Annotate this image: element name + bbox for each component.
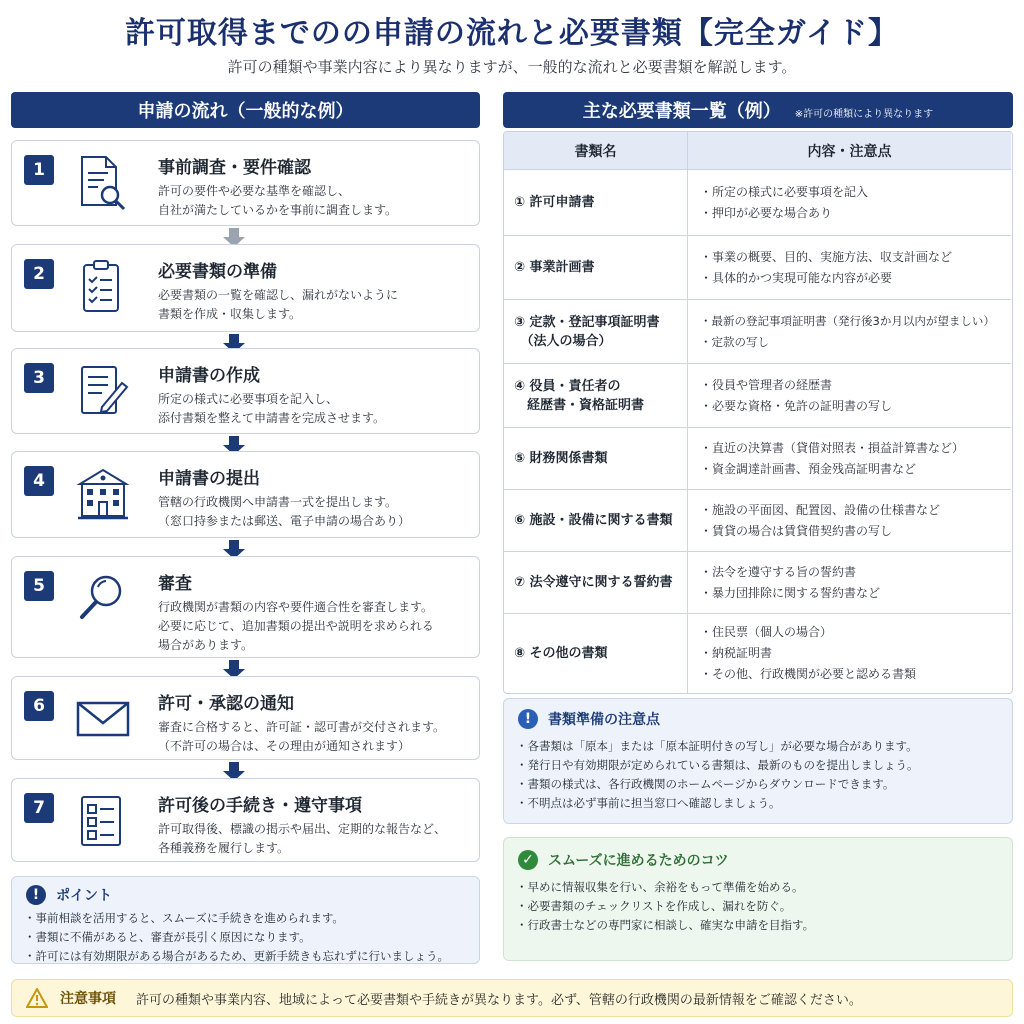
note-item: ・ 賃貸の場合は賃貸借契約書の写し xyxy=(700,521,1010,542)
list-item: ・ 書類に不備があると、審査が長引く原因になります。 xyxy=(24,928,449,947)
document-notes xyxy=(700,364,1010,427)
list-item: ・ 行政書士などの専門家に相談し、確実な申請を目指す。 xyxy=(516,916,814,935)
caution-label: 注意事項 xyxy=(60,991,116,1007)
list-item: ・ 事前相談を活用すると、スムーズに手続きを進められます。 xyxy=(24,909,449,928)
table-row xyxy=(504,170,1011,236)
note-item: ・ 施設の平面図、配置図、設備の仕様書など xyxy=(700,500,1010,521)
tips-title-label: スムーズに進めるためのコツ xyxy=(548,853,729,869)
government-building-icon xyxy=(74,464,132,524)
note-item: ・ 押印が必要な場合あり xyxy=(700,203,1010,224)
document-name: ④ 役員・責任者の 経歴書・資格証明書 xyxy=(514,378,645,413)
note-item: ・ 法令を遵守する旨の誓約書 xyxy=(700,562,1010,583)
step-number: 6 xyxy=(24,691,54,721)
envelope-icon xyxy=(74,689,132,749)
step-title: 事前調査・要件確認 xyxy=(158,158,311,178)
page-subtitle: 許可の種類や事業内容により異なりますが、一般的な流れと必要書類を解説します。 xyxy=(227,58,797,76)
list-item: ・ 発行日や有効期限が定められている書類は、最新のものを提出しましょう。 xyxy=(516,756,919,775)
note-item: ・ 事業の概要、目的、実施方法、収支計画など xyxy=(700,247,1010,268)
step-title: 申請書の提出 xyxy=(158,469,260,489)
table-row xyxy=(504,236,1011,300)
table-row xyxy=(504,552,1011,614)
prep-title-label: 書類準備の注意点 xyxy=(548,712,660,728)
step-description: 管轄の行政機関へ申請書一式を提出します。 （窓口持参または郵送、電子申請の場合あり） xyxy=(158,495,411,528)
docs-heading-note: ※許可の種類により異なります xyxy=(794,108,934,120)
step-number: 3 xyxy=(24,363,54,393)
step-number: 4 xyxy=(24,466,54,496)
step-description: 許可取得後、標識の掲示や届出、定期的な報告など、 各種義務を履行します。 xyxy=(158,822,447,855)
list-item: ・ 不明点は必ず事前に担当窓口へ確認しましょう。 xyxy=(516,794,919,813)
step-description: 必要書類の一覧を確認し、漏れがないように 書類を作成・収集します。 xyxy=(158,288,399,321)
tips-title xyxy=(518,850,729,870)
flow-step-4 xyxy=(11,451,480,538)
note-item: ・ 住民票（個人の場合） xyxy=(700,622,1010,643)
document-name: ① 許可申請書 xyxy=(514,195,595,210)
prep-title xyxy=(518,709,660,729)
step-title: 必要書類の準備 xyxy=(158,262,277,282)
step-title: 許可後の手続き・遵守事項 xyxy=(158,796,362,816)
document-name: ⑤ 財務関係書類 xyxy=(514,451,608,466)
table-row xyxy=(504,300,1011,364)
list-item: ・ 許可には有効期限がある場合があるため、更新手続きも忘れずに行いましょう。 xyxy=(24,947,449,966)
table-header-name: 書類名 xyxy=(504,132,687,170)
documents-table xyxy=(503,131,1013,694)
document-name: ② 事業計画書 xyxy=(514,260,595,275)
step-title: 申請書の作成 xyxy=(158,366,260,386)
page-title: 許可取得までのの申請の流れと必要書類【完全ガイド】 xyxy=(124,16,900,51)
note-item: ・ 所定の様式に必要事項を記入 xyxy=(700,182,1010,203)
table-row xyxy=(504,614,1011,693)
document-pen-icon xyxy=(74,361,132,421)
document-name: ⑧ その他の書類 xyxy=(514,646,608,661)
tips-list xyxy=(516,878,814,935)
note-item: ・ 暴力団排除に関する誓約書など xyxy=(700,583,1010,604)
note-item: ・ 定款の写し xyxy=(700,332,1010,353)
step-description: 許可の要件や必要な基準を確認し、 自社が満たしているかを事前に調査します。 xyxy=(158,184,398,217)
step-description: 所定の様式に必要事項を記入し、 添付書類を整えて申請書を完成させます。 xyxy=(158,392,386,425)
step-description: 審査に合格すると、許可証・認可書が交付されます。 （不許可の場合は、その理由が通知されます） xyxy=(158,720,446,753)
prep-list xyxy=(516,737,919,813)
docs-heading xyxy=(503,92,1013,128)
list-item: ・ 早めに情報収集を行い、余裕をもって準備を始める。 xyxy=(516,878,814,897)
document-search-icon xyxy=(74,153,132,213)
note-item: ・ 納税証明書 xyxy=(700,643,1010,664)
document-notes xyxy=(700,170,1010,235)
point-title xyxy=(26,885,112,905)
flow-step-5 xyxy=(11,556,480,658)
step-number: 1 xyxy=(24,155,54,185)
document-notes xyxy=(700,428,1010,489)
flow-heading xyxy=(11,92,480,128)
flow-step-2 xyxy=(11,244,480,332)
document-notes xyxy=(700,300,1010,363)
table-row xyxy=(504,490,1011,552)
info-exclamation-icon: ! xyxy=(518,709,538,729)
document-name: ⑦ 法令遵守に関する誓約書 xyxy=(514,575,673,590)
note-item: ・ 具体的かつ実現可能な内容が必要 xyxy=(700,268,1010,289)
step-description: 行政機関が書類の内容や要件適合性を審査します。 必要に応じて、追加書類の提出や説明を求められる 場合があります。 xyxy=(158,600,434,652)
note-item: ・ その他、行政機関が必要と認める書類 xyxy=(700,664,1010,685)
flow-heading-label: 申請の流れ（一般的な例） xyxy=(137,101,354,122)
step-title: 許可・承認の通知 xyxy=(158,694,294,714)
note-item: ・ 役員や管理者の経歴書 xyxy=(700,375,1010,396)
step-number: 2 xyxy=(24,259,54,289)
flow-step-3 xyxy=(11,348,480,434)
table-header-content: 内容・注意点 xyxy=(687,132,1011,170)
docs-heading-label: 主な必要書類一覧（例） xyxy=(582,101,781,122)
tips-box xyxy=(503,837,1013,961)
document-notes xyxy=(700,490,1010,551)
flow-step-6 xyxy=(11,676,480,760)
list-item: ・ 必要書類のチェックリストを作成し、漏れを防ぐ。 xyxy=(516,897,814,916)
preparation-notes-box xyxy=(503,698,1013,824)
document-name: ⑥ 施設・設備に関する書類 xyxy=(514,513,673,528)
flow-step-7 xyxy=(11,778,480,862)
step-number: 7 xyxy=(24,793,54,823)
document-notes xyxy=(700,614,1010,693)
table-row xyxy=(504,428,1011,490)
point-box xyxy=(11,876,480,964)
exclamation-icon: ! xyxy=(26,885,46,905)
note-item: ・ 必要な資格・免許の証明書の写し xyxy=(700,396,1010,417)
point-title-label: ポイント xyxy=(56,888,112,904)
caution-bar xyxy=(11,979,1013,1017)
note-item: ・ 資金調達計画書、預金残高証明書など xyxy=(700,459,1010,480)
check-circle-icon: ✓ xyxy=(518,850,538,870)
note-item: ・ 直近の決算書（貸借対照表・損益計算書など） xyxy=(700,438,1010,459)
clipboard-checklist-icon xyxy=(74,257,132,317)
step-title: 審査 xyxy=(158,574,192,594)
point-list xyxy=(24,909,449,966)
document-notes xyxy=(700,236,1010,299)
list-item: ・ 書類の様式は、各行政機関のホームページからダウンロードできます。 xyxy=(516,775,919,794)
magnifier-icon xyxy=(74,569,132,629)
step-number: 5 xyxy=(24,571,54,601)
document-notes xyxy=(700,552,1010,613)
checklist-form-icon xyxy=(74,791,132,851)
caution-text: 許可の種類や事業内容、地域によって必要書類や手続きが異なります。必ず、管轄の行政機関の最新情報をご確認ください。 xyxy=(136,992,862,1008)
table-row xyxy=(504,364,1011,428)
list-item: ・ 各書類は「原本」または「原本証明付きの写し」が必要な場合があります。 xyxy=(516,737,919,756)
flow-step-1 xyxy=(11,140,480,226)
document-name: ③ 定款・登記事項証明書 （法人の場合） xyxy=(514,314,660,349)
note-item: ・ 最新の登記事項証明書（発行後3か月以内が望ましい） xyxy=(700,311,1010,332)
warning-triangle-icon xyxy=(26,988,48,1008)
